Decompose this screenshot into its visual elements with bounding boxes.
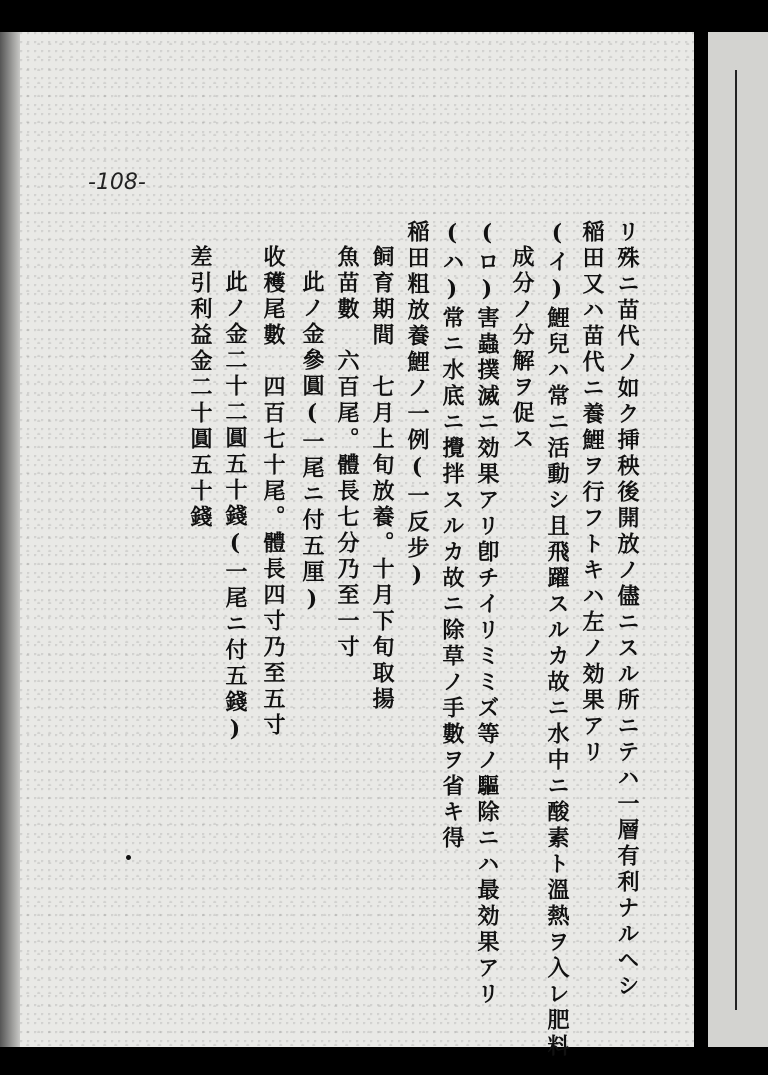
page-number: -108- (88, 170, 146, 195)
text-line-4: 成分ノ分解ヲ促ス (509, 245, 535, 453)
text-line-10: 此ノ金參圓(一尾ニ付五厘) (299, 270, 325, 616)
book-gutter (694, 32, 708, 1047)
text-line-11: 收穫尾數 四百七十尾。體長四寸乃至五寸 (260, 245, 286, 739)
facing-page-edge (708, 32, 768, 1047)
text-line-12: 此ノ金二十二圓五十錢(一尾ニ付五錢) (222, 270, 248, 746)
text-line-7: 稲田粗放養鯉ノ一例(一反步) (404, 220, 430, 592)
text-line-6: (ハ)常ニ水底ニ攪拌スルカ故ニ除草ノ手數ヲ省キ得 (439, 220, 465, 852)
text-line-2: 稲田又ハ苗代ニ養鯉ヲ行フトキハ左ノ効果アリ (579, 220, 605, 766)
text-line-1: リ殊ニ苗代ノ如ク挿秧後開放ノ儘ニスル所ニテハ一層有利ナルヘシ (614, 220, 640, 1000)
text-line-3: (イ)鯉兒ハ常ニ活動シ且飛躍スルカ故ニ水中ニ酸素ト溫熱ヲ入レ肥料 (544, 220, 570, 1060)
text-line-8: 飼育期間 七月上旬放養。十月下旬取揚 (369, 245, 395, 713)
ink-speck (126, 855, 131, 860)
facing-page-rule (735, 70, 737, 1010)
text-line-5: (ロ)害蟲撲滅ニ効果アリ卽チイリミミズ等ノ驅除ニハ最効果アリ (474, 220, 500, 1008)
text-line-9: 魚苗數 六百尾。體長七分乃至一寸 (334, 245, 360, 661)
text-line-13: 差引利益金二十圓五十錢 (187, 245, 213, 531)
left-page-edge (0, 32, 20, 1047)
